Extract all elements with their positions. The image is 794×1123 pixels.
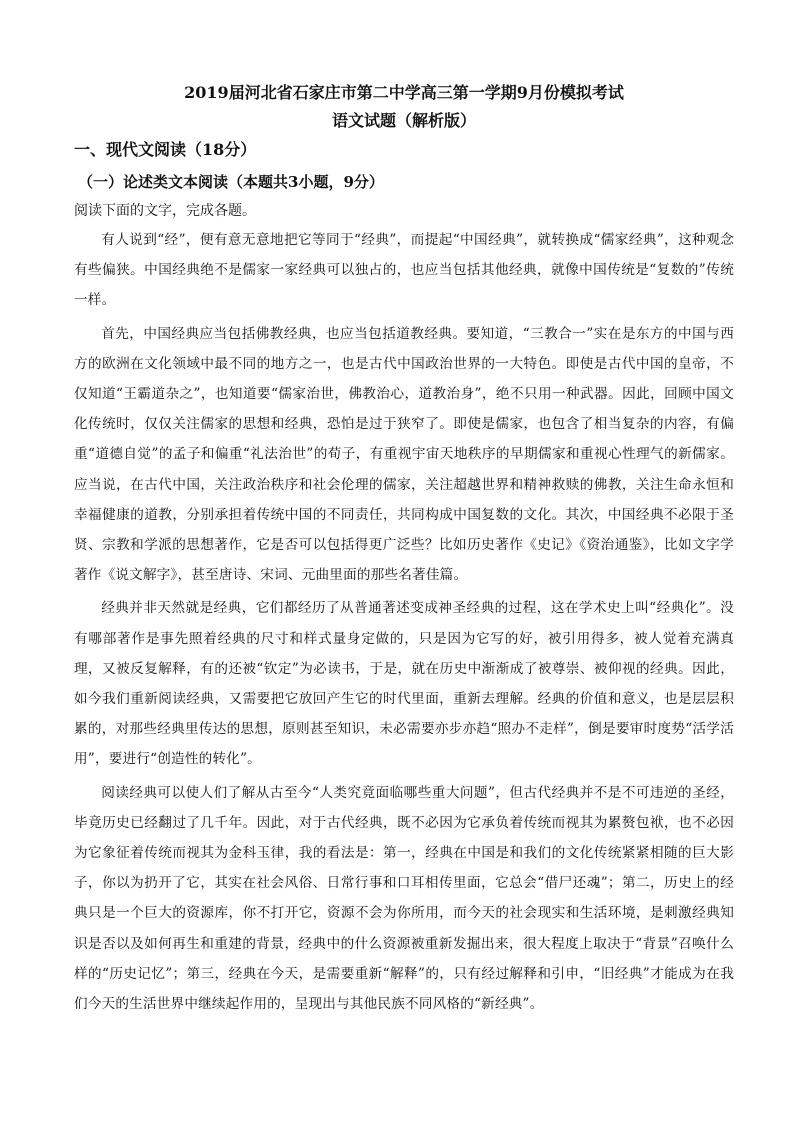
sub-heading: （一）论述类文本阅读（本题共3小题，9分）: [78, 173, 384, 191]
section-heading: 一、现代文阅读（18分）: [74, 140, 257, 159]
document-title: 2019届河北省石家庄市第二中学高三第一学期9月份模拟考试: [184, 83, 624, 102]
paragraph-2: 首先，中国经典应当包括佛教经典，也应当包括道教经典。要知道，“三教合一”实在是东方的中国与西方的欧洲在文化领域中最不同的地方之一，也是古代中国政治世界的一大特色。即使是古代中国的皇帝，不仅知道“王霸道杂之”，也知道要“儒家治世，佛教治心，道教治身”，绝不只用一种武器。因此，回顾中国文化传统时，仅仅关注儒家的思想和经典，恐怕是过于狭窄了。即使是儒家，也包含了相当复杂的内容，有偏重“道德自觉”的孟子和偏重“礼法治世”的荀子，有重视宇宙天地秩序的早期儒家和重视心性理气的新儒家。应当说，在古代中国，关注政治秩序和社会伦理的儒家，关注超越世界和精神救赎的佛教，关注生命永恒和幸福健康的道教，分别承担着传统中国的不同责任，共同构成中国复数的文化。其次，中国经典不必限于圣贤、宗教和学派的思想著作，它是否可以包括得更广泛些？比如历史著作《史记》《资治通鉴》，比如文字学著作《说文解字》，甚至唐诗、宋词、元曲里面的那些名著佳篇。: [74, 325, 734, 584]
reading-instruction: 阅读下面的文字，完成各题。: [74, 203, 256, 219]
paragraph-1: 有人说到“经”，便有意无意地把它等同于“经典”，而提起“中国经典”，就转换成“儒家经典”，这种观念有些偏狭。中国经典绝不是儒家一家经典可以独占的，也应当包括其他经典，就像中国传统是“复数的”传统一样。: [74, 232, 734, 309]
paragraph-4: 阅读经典可以使人们了解从古至今“人类究竟面临哪些重大问题”，但古代经典并不是不可违逆的圣经，毕竟历史已经翻过了几千年。因此，对于古代经典，既不必因为它承负着传统而视其为累赘包袱，也不必因为它象征着传统而视其为金科玉律，我的看法是：第一，经典在中国是和我们的文化传统紧紧相随的巨大影子，你以为扔开了它，其实在社会风俗、日常行事和口耳相传里面，它总会“借尸还魂”；第二，历史上的经典只是一个巨大的资源库，你不打开它，资源不会为你所用，而今天的社会现实和生活环境，是刺激经典知识是否以及如何再生和重建的背景，经典中的什么资源被重新发掘出来，很大程度上取决于“背景”召唤什么样的“历史记忆”；第三，经典在今天，是需要重新“解释”的，只有经过解释和引申，“旧经典”才能成为在我们今天的生活世界中继续起作用的，呈现出与其他民族不同风格的“新经典”。: [74, 784, 734, 1013]
paragraph-3: 经典并非天然就是经典，它们都经历了从普通著述变成神圣经典的过程，这在学术史上叫“经典化”。没有哪部著作是事先照着经典的尺寸和样式量身定做的，只是因为它写的好，被引用得多，被人觉着充满真理，又被反复解释，有的还被“钦定”为必读书，于是，就在历史中渐渐成了被尊崇、被仰视的经典。因此，如今我们重新阅读经典，又需要把它放回产生它的时代里面，重新去理解。经典的价值和意义，也是层层积累的，对那些经典里传达的思想，原则甚至知识，未必需要亦步亦趋“照办不走样”，倒是要审时度势“活学活用”，要进行“创造性的转化”。: [74, 600, 734, 768]
document-subtitle: 语文试题（解析版）: [331, 111, 476, 130]
